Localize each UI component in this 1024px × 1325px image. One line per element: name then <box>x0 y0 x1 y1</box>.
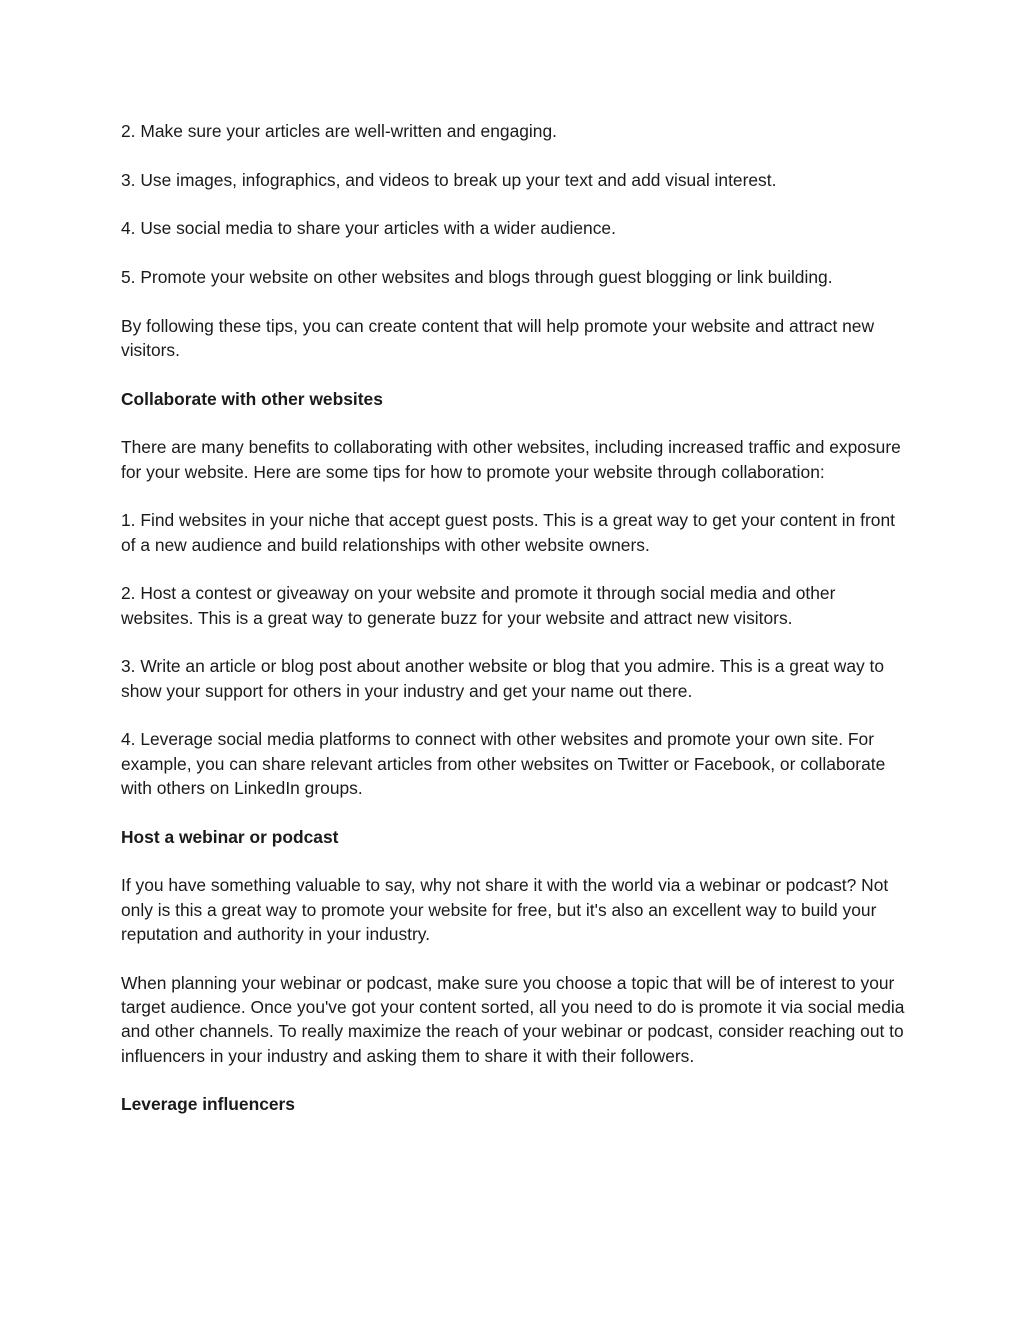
webinar-paragraph-2: When planning your webinar or podcast, make sure you choose a topic that will be of interest to your target audience. Once you've got your content sorted, all you need to do is promote it via social media and other channels. To really maximize the reach of your webinar or podcast, consider reaching out to influencers in your industry and asking them to share it with their followers. <box>121 972 905 1066</box>
content-tip-3: 3. Use images, infographics, and videos to break up your text and add visual interest. <box>121 169 777 190</box>
content-tip-2: 2. Make sure your articles are well-written and engaging. <box>121 121 557 141</box>
content-tip-5: 5. Promote your website on other websites and blogs through guest blogging or link building. <box>121 267 833 288</box>
section-heading-collaborate: Collaborate with other websites <box>121 388 383 409</box>
webinar-paragraph-1: If you have something valuable to say, why not share it with the world via a webinar or podcast? Not only is this a great way to promote your website for free, but it's also an excellent way to build your reputation and authority in your industry. <box>121 875 889 944</box>
collaborate-tip-4: 4. Leverage social media platforms to connect with other websites and promote your own site. For example, you can share relevant articles from other websites on Twitter or Facebook, or collaborate with others on LinkedIn groups. <box>121 729 886 798</box>
collaborate-tip-2: 2. Host a contest or giveaway on your website and promote it through social media and other websites. This is a great way to generate buzz for your website and attract new visitors. <box>121 583 836 628</box>
section-heading-webinar: Host a webinar or podcast <box>121 826 339 847</box>
section-heading-influencers: Leverage influencers <box>121 1094 295 1115</box>
collaborate-tip-1: 1. Find websites in your niche that accept guest posts. This is a great way to get your content in front of a new audience and build relationships with other website owners. <box>121 510 895 555</box>
document-page <box>121 119 911 1141</box>
collaborate-intro: There are many benefits to collaborating with other websites, including increased traffic and exposure for your website. Here are some tips for how to promote your website through collaboration: <box>121 437 901 482</box>
content-tips-summary: By following these tips, you can create content that will help promote your website and attract new visitors. <box>121 315 875 361</box>
content-tip-4: 4. Use social media to share your articles with a wider audience. <box>121 218 616 239</box>
collaborate-tip-3: 3. Write an article or blog post about another website or blog that you admire. This is a great way to show your support for others in your industry and get your name out there. <box>121 656 885 701</box>
